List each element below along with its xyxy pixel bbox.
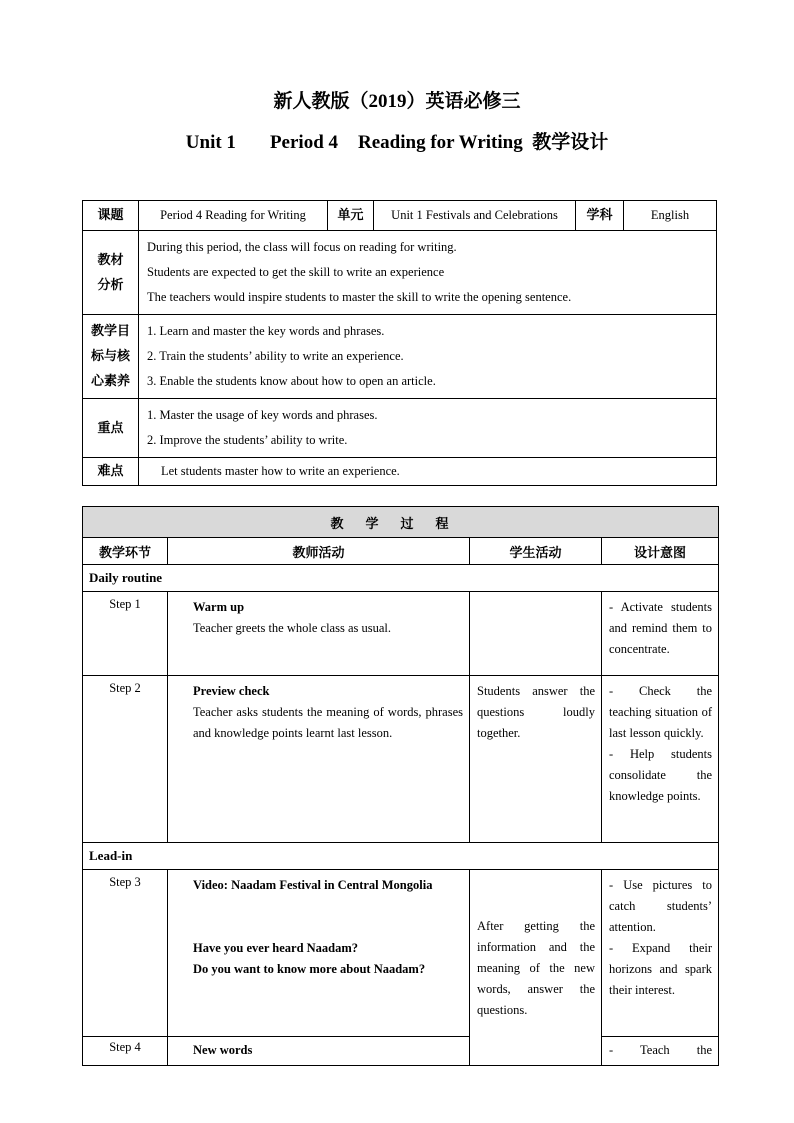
step1-student — [470, 592, 602, 676]
step2-label: Step 2 — [83, 676, 168, 843]
step3-design-item: - Expand their horizons and spark their interest. — [609, 941, 713, 997]
step4-teacher-title: New words — [193, 1043, 253, 1057]
step3-student: After getting the information and the meaning of the new words, answer the questions. — [470, 870, 602, 1066]
analysis-line: During this period, the class will focus on reading for writing. — [147, 240, 457, 254]
course-label: 课题 — [83, 201, 139, 231]
step3-row — [83, 870, 719, 1037]
step1-teacher — [168, 592, 470, 676]
step2-teacher — [168, 676, 470, 843]
section-row-daily — [83, 565, 719, 592]
step4-design — [602, 1037, 719, 1066]
step3-design — [602, 870, 719, 1037]
key-label: 重点 — [83, 399, 139, 458]
col-header-design: 设计意图 — [602, 538, 719, 565]
goals-label-line: 教学目 — [90, 324, 130, 339]
analysis-label — [83, 231, 139, 315]
document-title: 新人教版（2019）英语必修三 — [273, 91, 521, 112]
step3-teacher — [168, 870, 470, 1037]
step1-design-item: - Activate students and remind them to concentrate. — [609, 600, 713, 656]
step2-student: Students answer the questions loudly together. — [470, 676, 602, 843]
step2-design-item: - Check the teaching situation of last lesson quickly. — [609, 684, 713, 740]
step3-question-2: Do you want to know more about Naadam? — [193, 962, 426, 976]
key-line: 1. Master the usage of key words and phrases. — [147, 408, 378, 422]
step1-teacher-title: Warm up — [193, 600, 245, 614]
subtitle-unit: Unit 1 — [185, 132, 236, 153]
step3-design-item: - Use pictures to catch students’ attention. — [609, 878, 713, 934]
col-header-stage: 教学环节 — [83, 538, 168, 565]
goals-row — [83, 315, 717, 399]
goals-line: 3. Enable the students know about how to open an article. — [147, 374, 436, 388]
step1-row — [83, 592, 719, 676]
key-content — [139, 399, 717, 458]
course-row — [83, 201, 717, 231]
analysis-label-line: 分析 — [97, 277, 124, 293]
step4-label: Step 4 — [83, 1037, 168, 1066]
section-row-lead — [83, 843, 719, 870]
difficulty-content — [139, 458, 717, 486]
step2-design — [602, 676, 719, 843]
key-row — [83, 399, 717, 458]
step1-design — [602, 592, 719, 676]
step3-teacher-title: Video: Naadam Festival in Central Mongolia — [193, 878, 433, 892]
step4-row — [83, 1037, 719, 1066]
goals-line: 2. Train the students’ ability to write an experience. — [147, 349, 404, 363]
step3-label: Step 3 — [83, 870, 168, 1037]
unit-value: Unit 1 Festivals and Celebrations — [374, 201, 576, 231]
analysis-line: Students are expected to get the skill to write an experience — [147, 265, 445, 279]
process-table — [82, 506, 719, 1066]
step3-question-1: Have you ever heard Naadam? — [193, 941, 359, 955]
step2-design-item: - Help students consolidate the knowledge points. — [609, 747, 713, 803]
info-table — [82, 200, 717, 486]
process-title: 教学过程 — [83, 507, 719, 538]
process-title-row — [83, 507, 719, 538]
section-lead-in: Lead-in — [83, 843, 719, 870]
step2-teacher-text: Teacher asks students the meaning of words, phrases and knowledge points learnt last lesson. — [193, 705, 463, 740]
goals-label-line: 心素养 — [90, 374, 130, 389]
step4-design-item: - Teach the — [609, 1043, 713, 1057]
key-line: 2. Improve the students’ ability to write. — [147, 433, 348, 447]
analysis-row — [83, 231, 717, 315]
subtitle-period: Period 4 — [269, 132, 339, 153]
step2-teacher-title: Preview check — [193, 684, 270, 698]
difficulty-text: Let students master how to write an experience. — [161, 464, 400, 478]
course-value: Period 4 Reading for Writing — [139, 201, 328, 231]
col-header-student: 学生活动 — [470, 538, 602, 565]
column-header-row — [83, 538, 719, 565]
step1-teacher-text: Teacher greets the whole class as usual. — [193, 621, 392, 635]
goals-label-line: 标与核 — [90, 349, 130, 364]
col-header-teacher: 教师活动 — [168, 538, 470, 565]
goals-line: 1. Learn and master the key words and phrases. — [147, 324, 385, 338]
analysis-line: The teachers would inspire students to master the skill to write the opening sentence. — [147, 290, 572, 304]
goals-label — [83, 315, 139, 399]
goals-content — [139, 315, 717, 399]
subject-value: English — [624, 201, 717, 231]
analysis-content — [139, 231, 717, 315]
subtitle-suffix: 教学设计 — [532, 131, 609, 153]
difficulty-label: 难点 — [83, 458, 139, 486]
step4-teacher — [168, 1037, 470, 1066]
step1-label: Step 1 — [83, 592, 168, 676]
document-subtitle — [0, 127, 794, 154]
subject-label: 学科 — [576, 201, 624, 231]
step2-row — [83, 676, 719, 843]
unit-label: 单元 — [328, 201, 374, 231]
section-daily-routine: Daily routine — [83, 565, 719, 592]
difficulty-row — [83, 458, 717, 486]
subtitle-topic: Reading for Writing — [358, 132, 523, 153]
analysis-label-line: 教材 — [97, 252, 124, 268]
